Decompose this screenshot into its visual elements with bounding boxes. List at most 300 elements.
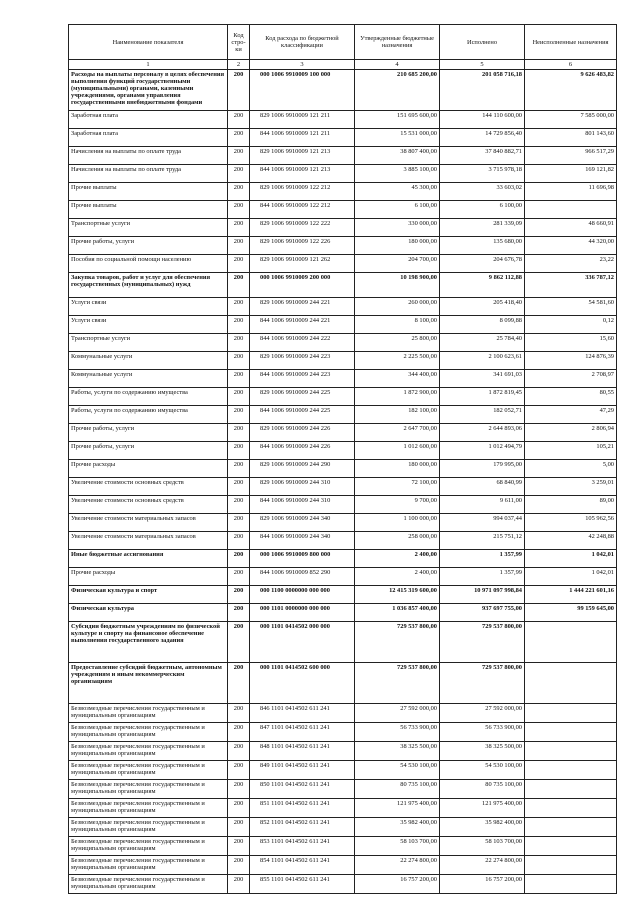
row-approved-amount: 80 735 100,00 (355, 780, 440, 799)
row-expense-code: 829 1006 9910009 121 211 (250, 111, 355, 129)
row-unexecuted-amount: 99 159 645,00 (525, 604, 617, 622)
row-executed-amount: 937 697 755,00 (440, 604, 525, 622)
row-line-code: 200 (228, 837, 250, 856)
row-line-code: 200 (228, 165, 250, 183)
row-unexecuted-amount: 5,00 (525, 460, 617, 478)
table-row (69, 183, 617, 201)
row-executed-amount: 1 012 494,79 (440, 442, 525, 460)
row-expense-code: 829 1006 9910009 121 262 (250, 255, 355, 273)
row-indicator-name: Безвозмездные перечисления государственным и муниципальным организациям (69, 742, 228, 761)
row-approved-amount: 180 000,00 (355, 237, 440, 255)
table-row (69, 424, 617, 442)
row-unexecuted-amount: 89,00 (525, 496, 617, 514)
row-line-code: 200 (228, 147, 250, 165)
row-line-code: 200 (228, 568, 250, 586)
row-indicator-name: Работы, услуги по содержанию имущества (69, 388, 228, 406)
row-expense-code: 829 1006 9910009 244 340 (250, 514, 355, 532)
row-indicator-name: Безвозмездные перечисления государственным и муниципальным организациям (69, 818, 228, 837)
row-expense-code: 829 1006 9910009 122 212 (250, 183, 355, 201)
row-approved-amount: 8 100,00 (355, 316, 440, 334)
table-row (69, 237, 617, 255)
row-line-code: 200 (228, 442, 250, 460)
row-expense-code: 844 1006 9910009 244 226 (250, 442, 355, 460)
row-line-code: 200 (228, 316, 250, 334)
row-executed-amount: 9 611,00 (440, 496, 525, 514)
row-unexecuted-amount (525, 799, 617, 818)
table-row (69, 316, 617, 334)
table-row (69, 406, 617, 424)
row-unexecuted-amount: 54 581,60 (525, 298, 617, 316)
row-line-code: 200 (228, 388, 250, 406)
row-expense-code: 000 1006 9910009 100 000 (250, 70, 355, 111)
row-line-code: 200 (228, 856, 250, 875)
row-approved-amount: 3 885 100,00 (355, 165, 440, 183)
row-approved-amount: 10 198 900,00 (355, 273, 440, 298)
row-executed-amount: 2 100 623,61 (440, 352, 525, 370)
table-row (69, 818, 617, 837)
row-unexecuted-amount: 124 876,39 (525, 352, 617, 370)
row-unexecuted-amount: 801 143,60 (525, 129, 617, 147)
row-line-code: 200 (228, 586, 250, 604)
row-indicator-name: Иные бюджетные ассигнования (69, 550, 228, 568)
row-approved-amount: 1 872 900,00 (355, 388, 440, 406)
row-executed-amount: 1 357,99 (440, 550, 525, 568)
table-row (69, 799, 617, 818)
row-executed-amount: 80 735 100,00 (440, 780, 525, 799)
row-expense-code: 000 1006 9910009 800 000 (250, 550, 355, 568)
row-executed-amount: 179 995,00 (440, 460, 525, 478)
row-executed-amount: 341 691,03 (440, 370, 525, 388)
row-unexecuted-amount (525, 818, 617, 837)
row-executed-amount: 1 357,99 (440, 568, 525, 586)
row-indicator-name: Прочие расходы (69, 568, 228, 586)
row-unexecuted-amount (525, 742, 617, 761)
row-indicator-name: Безвозмездные перечисления государственным и муниципальным организациям (69, 856, 228, 875)
row-line-code: 200 (228, 514, 250, 532)
row-unexecuted-amount: 105 962,56 (525, 514, 617, 532)
row-executed-amount: 729 537 800,00 (440, 663, 525, 704)
table-row (69, 219, 617, 237)
row-indicator-name: Коммунальные услуги (69, 352, 228, 370)
row-expense-code: 855 1101 0414502 611 241 (250, 875, 355, 894)
row-expense-code: 829 1006 9910009 244 226 (250, 424, 355, 442)
row-executed-amount: 38 325 500,00 (440, 742, 525, 761)
row-approved-amount: 1 036 857 400,00 (355, 604, 440, 622)
row-unexecuted-amount (525, 780, 617, 799)
row-line-code: 200 (228, 406, 250, 424)
row-unexecuted-amount: 1 042,01 (525, 550, 617, 568)
row-line-code: 200 (228, 70, 250, 111)
row-approved-amount: 27 592 000,00 (355, 704, 440, 723)
row-executed-amount: 37 840 882,71 (440, 147, 525, 165)
table-row (69, 442, 617, 460)
table-row (69, 147, 617, 165)
row-expense-code: 844 1006 9910009 852 290 (250, 568, 355, 586)
row-expense-code: 847 1101 0414502 611 241 (250, 723, 355, 742)
row-unexecuted-amount: 80,55 (525, 388, 617, 406)
row-expense-code: 829 1006 9910009 244 310 (250, 478, 355, 496)
header-expense-code: Код расхода по бюджетной классификации (250, 25, 355, 60)
row-unexecuted-amount: 47,29 (525, 406, 617, 424)
row-executed-amount: 9 862 112,88 (440, 273, 525, 298)
row-expense-code: 829 1006 9910009 121 213 (250, 147, 355, 165)
row-line-code: 200 (228, 742, 250, 761)
row-executed-amount: 56 733 900,00 (440, 723, 525, 742)
row-indicator-name: Прочие работы, услуги (69, 424, 228, 442)
row-unexecuted-amount: 1 042,01 (525, 568, 617, 586)
row-approved-amount: 1 100 000,00 (355, 514, 440, 532)
row-unexecuted-amount: 966 517,29 (525, 147, 617, 165)
row-line-code: 200 (228, 604, 250, 622)
table-row (69, 255, 617, 273)
row-unexecuted-amount (525, 622, 617, 663)
row-expense-code: 844 1006 9910009 244 222 (250, 334, 355, 352)
row-approved-amount: 344 400,00 (355, 370, 440, 388)
row-unexecuted-amount: 11 696,98 (525, 183, 617, 201)
row-expense-code: 829 1006 9910009 122 222 (250, 219, 355, 237)
row-approved-amount: 210 685 200,00 (355, 70, 440, 111)
row-line-code: 200 (228, 818, 250, 837)
row-expense-code: 844 1006 9910009 244 225 (250, 406, 355, 424)
row-expense-code: 844 1006 9910009 244 221 (250, 316, 355, 334)
row-approved-amount: 56 733 900,00 (355, 723, 440, 742)
table-row (69, 388, 617, 406)
row-indicator-name: Прочие расходы (69, 460, 228, 478)
row-expense-code: 844 1006 9910009 121 213 (250, 165, 355, 183)
row-executed-amount: 33 603,02 (440, 183, 525, 201)
row-executed-amount: 729 537 800,00 (440, 622, 525, 663)
row-unexecuted-amount: 169 121,82 (525, 165, 617, 183)
row-expense-code: 851 1101 0414502 611 241 (250, 799, 355, 818)
row-expense-code: 000 1101 0414502 600 000 (250, 663, 355, 704)
row-indicator-name: Пособия по социальной помощи населению (69, 255, 228, 273)
row-unexecuted-amount (525, 723, 617, 742)
row-indicator-name: Безвозмездные перечисления государственным и муниципальным организациям (69, 723, 228, 742)
row-line-code: 200 (228, 761, 250, 780)
table-row (69, 370, 617, 388)
row-approved-amount: 38 807 400,00 (355, 147, 440, 165)
row-executed-amount: 16 757 200,00 (440, 875, 525, 894)
row-expense-code: 829 1006 9910009 122 226 (250, 237, 355, 255)
row-executed-amount: 201 058 716,18 (440, 70, 525, 111)
column-number: 4 (355, 60, 440, 70)
row-line-code: 200 (228, 532, 250, 550)
row-approved-amount: 12 415 319 600,00 (355, 586, 440, 604)
row-expense-code: 850 1101 0414502 611 241 (250, 780, 355, 799)
row-unexecuted-amount: 7 585 000,00 (525, 111, 617, 129)
row-expense-code: 854 1101 0414502 611 241 (250, 856, 355, 875)
row-line-code: 200 (228, 550, 250, 568)
row-unexecuted-amount (525, 837, 617, 856)
row-approved-amount: 2 647 700,00 (355, 424, 440, 442)
header-line-code: Код стро-ки (228, 25, 250, 60)
row-expense-code: 844 1006 9910009 244 340 (250, 532, 355, 550)
row-approved-amount: 45 300,00 (355, 183, 440, 201)
row-unexecuted-amount (525, 875, 617, 894)
row-approved-amount: 729 537 800,00 (355, 622, 440, 663)
row-indicator-name: Физическая культура и спорт (69, 586, 228, 604)
row-indicator-name: Транспортные услуги (69, 219, 228, 237)
column-number: 1 (69, 60, 228, 70)
row-indicator-name: Заработная плата (69, 111, 228, 129)
row-executed-amount: 3 715 978,18 (440, 165, 525, 183)
row-line-code: 200 (228, 663, 250, 704)
row-indicator-name: Транспортные услуги (69, 334, 228, 352)
row-indicator-name: Безвозмездные перечисления государственным и муниципальным организациям (69, 837, 228, 856)
row-approved-amount: 204 700,00 (355, 255, 440, 273)
row-unexecuted-amount: 105,21 (525, 442, 617, 460)
row-executed-amount: 10 971 097 998,84 (440, 586, 525, 604)
row-approved-amount: 22 274 800,00 (355, 856, 440, 875)
row-unexecuted-amount: 1 444 221 601,16 (525, 586, 617, 604)
row-indicator-name: Безвозмездные перечисления государственным и муниципальным организациям (69, 780, 228, 799)
row-line-code: 200 (228, 219, 250, 237)
table-row (69, 568, 617, 586)
row-executed-amount: 204 676,78 (440, 255, 525, 273)
row-unexecuted-amount: 42 248,88 (525, 532, 617, 550)
row-unexecuted-amount: 0,12 (525, 316, 617, 334)
table-row (69, 129, 617, 147)
row-line-code: 200 (228, 496, 250, 514)
row-approved-amount: 180 000,00 (355, 460, 440, 478)
row-approved-amount: 2 400,00 (355, 550, 440, 568)
row-indicator-name: Увеличение стоимости материальных запасов (69, 532, 228, 550)
row-line-code: 200 (228, 334, 250, 352)
row-executed-amount: 144 110 600,00 (440, 111, 525, 129)
row-unexecuted-amount (525, 201, 617, 219)
row-indicator-name: Безвозмездные перечисления государственным и муниципальным организациям (69, 799, 228, 818)
table-row (69, 514, 617, 532)
row-unexecuted-amount: 336 787,12 (525, 273, 617, 298)
table-row (69, 780, 617, 799)
table-row (69, 334, 617, 352)
table-row (69, 550, 617, 568)
column-number: 2 (228, 60, 250, 70)
row-expense-code: 852 1101 0414502 611 241 (250, 818, 355, 837)
row-unexecuted-amount (525, 663, 617, 704)
row-executed-amount: 25 784,40 (440, 334, 525, 352)
row-expense-code: 844 1006 9910009 122 212 (250, 201, 355, 219)
row-approved-amount: 35 982 400,00 (355, 818, 440, 837)
budget-execution-table (68, 24, 617, 894)
row-line-code: 200 (228, 780, 250, 799)
row-expense-code: 000 1101 0000000 000 000 (250, 604, 355, 622)
table-row (69, 496, 617, 514)
row-expense-code: 846 1101 0414502 611 241 (250, 704, 355, 723)
table-row (69, 604, 617, 622)
row-approved-amount: 16 757 200,00 (355, 875, 440, 894)
row-indicator-name: Увеличение стоимости материальных запасов (69, 514, 228, 532)
row-indicator-name: Увеличение стоимости основных средств (69, 478, 228, 496)
row-indicator-name: Увеличение стоимости основных средств (69, 496, 228, 514)
table-row (69, 875, 617, 894)
table-row (69, 837, 617, 856)
table-row (69, 352, 617, 370)
report-sheet (68, 24, 616, 894)
row-expense-code: 000 1101 0414502 000 000 (250, 622, 355, 663)
row-line-code: 200 (228, 129, 250, 147)
row-executed-amount: 1 872 819,45 (440, 388, 525, 406)
table-row (69, 70, 617, 111)
row-line-code: 200 (228, 183, 250, 201)
row-line-code: 200 (228, 704, 250, 723)
row-approved-amount: 260 000,00 (355, 298, 440, 316)
row-approved-amount: 38 325 500,00 (355, 742, 440, 761)
row-unexecuted-amount: 48 660,91 (525, 219, 617, 237)
row-approved-amount: 2 225 500,00 (355, 352, 440, 370)
row-executed-amount: 27 592 000,00 (440, 704, 525, 723)
row-line-code: 200 (228, 424, 250, 442)
row-unexecuted-amount: 3 259,01 (525, 478, 617, 496)
column-number: 3 (250, 60, 355, 70)
row-indicator-name: Работы, услуги по содержанию имущества (69, 406, 228, 424)
row-line-code: 200 (228, 273, 250, 298)
column-number: 5 (440, 60, 525, 70)
row-unexecuted-amount: 2 708,97 (525, 370, 617, 388)
row-executed-amount: 182 052,71 (440, 406, 525, 424)
row-line-code: 200 (228, 875, 250, 894)
row-indicator-name: Заработная плата (69, 129, 228, 147)
row-approved-amount: 25 800,00 (355, 334, 440, 352)
table-row (69, 704, 617, 723)
row-indicator-name: Безвозмездные перечисления государственным и муниципальным организациям (69, 761, 228, 780)
row-executed-amount: 215 751,12 (440, 532, 525, 550)
table-row (69, 856, 617, 875)
row-executed-amount: 135 680,00 (440, 237, 525, 255)
column-number: 6 (525, 60, 617, 70)
row-executed-amount: 14 729 856,40 (440, 129, 525, 147)
row-approved-amount: 182 100,00 (355, 406, 440, 424)
row-unexecuted-amount (525, 704, 617, 723)
row-approved-amount: 258 000,00 (355, 532, 440, 550)
row-expense-code: 829 1006 9910009 244 223 (250, 352, 355, 370)
row-executed-amount: 54 530 100,00 (440, 761, 525, 780)
row-executed-amount: 35 982 400,00 (440, 818, 525, 837)
row-approved-amount: 58 103 700,00 (355, 837, 440, 856)
table-row (69, 663, 617, 704)
row-line-code: 200 (228, 237, 250, 255)
row-expense-code: 000 1100 0000000 000 000 (250, 586, 355, 604)
row-indicator-name: Начисления на выплаты по оплате труда (69, 147, 228, 165)
header-indicator-name: Наименование показателя (69, 25, 228, 60)
row-executed-amount: 8 099,88 (440, 316, 525, 334)
row-indicator-name: Прочие работы, услуги (69, 237, 228, 255)
row-approved-amount: 121 975 400,00 (355, 799, 440, 818)
table-row (69, 478, 617, 496)
column-number-row (69, 60, 617, 70)
table-row (69, 586, 617, 604)
row-expense-code: 848 1101 0414502 611 241 (250, 742, 355, 761)
row-line-code: 200 (228, 622, 250, 663)
row-indicator-name: Предоставление субсидий бюджетным, автономным учреждениям и иным некоммерческим организациям (69, 663, 228, 704)
table-row (69, 460, 617, 478)
row-unexecuted-amount (525, 856, 617, 875)
row-expense-code: 844 1006 9910009 244 310 (250, 496, 355, 514)
row-approved-amount: 330 000,00 (355, 219, 440, 237)
row-expense-code: 853 1101 0414502 611 241 (250, 837, 355, 856)
row-indicator-name: Прочие выплаты (69, 183, 228, 201)
table-row (69, 201, 617, 219)
row-unexecuted-amount: 44 320,00 (525, 237, 617, 255)
row-approved-amount: 151 695 600,00 (355, 111, 440, 129)
row-unexecuted-amount: 9 626 483,82 (525, 70, 617, 111)
row-line-code: 200 (228, 370, 250, 388)
row-executed-amount: 22 274 800,00 (440, 856, 525, 875)
row-indicator-name: Прочие работы, услуги (69, 442, 228, 460)
row-indicator-name: Безвозмездные перечисления государственным и муниципальным организациям (69, 875, 228, 894)
header-executed: Исполнено (440, 25, 525, 60)
row-unexecuted-amount: 15,60 (525, 334, 617, 352)
row-approved-amount: 6 100,00 (355, 201, 440, 219)
row-indicator-name: Безвозмездные перечисления государственным и муниципальным организациям (69, 704, 228, 723)
row-executed-amount: 6 100,00 (440, 201, 525, 219)
row-line-code: 200 (228, 799, 250, 818)
row-line-code: 200 (228, 111, 250, 129)
row-approved-amount: 2 400,00 (355, 568, 440, 586)
header-row (69, 25, 617, 60)
row-expense-code: 829 1006 9910009 244 225 (250, 388, 355, 406)
row-approved-amount: 729 537 800,00 (355, 663, 440, 704)
row-expense-code: 829 1006 9910009 244 290 (250, 460, 355, 478)
row-unexecuted-amount: 23,22 (525, 255, 617, 273)
row-line-code: 200 (228, 352, 250, 370)
row-indicator-name: Прочие выплаты (69, 201, 228, 219)
row-indicator-name: Услуги связи (69, 298, 228, 316)
row-approved-amount: 72 100,00 (355, 478, 440, 496)
header-unexecuted: Неисполненные назначения (525, 25, 617, 60)
header-approved: Утвержденные бюджетные назначения (355, 25, 440, 60)
row-line-code: 200 (228, 478, 250, 496)
row-indicator-name: Услуги связи (69, 316, 228, 334)
row-line-code: 200 (228, 201, 250, 219)
row-line-code: 200 (228, 255, 250, 273)
row-executed-amount: 2 644 893,06 (440, 424, 525, 442)
row-executed-amount: 121 975 400,00 (440, 799, 525, 818)
row-line-code: 200 (228, 298, 250, 316)
row-indicator-name: Закупка товаров, работ и услуг для обеспечения государственных (муниципальных) нужд (69, 273, 228, 298)
row-indicator-name: Начисления на выплаты по оплате труда (69, 165, 228, 183)
table-row (69, 532, 617, 550)
table-row (69, 761, 617, 780)
row-line-code: 200 (228, 460, 250, 478)
row-expense-code: 829 1006 9910009 244 221 (250, 298, 355, 316)
table-row (69, 298, 617, 316)
row-indicator-name: Субсидии бюджетным учреждениям по физической культуре и спорту на финансовое обеспечение выполнения государственного задания (69, 622, 228, 663)
row-line-code: 200 (228, 723, 250, 742)
row-expense-code: 849 1101 0414502 611 241 (250, 761, 355, 780)
table-row (69, 622, 617, 663)
row-executed-amount: 281 339,09 (440, 219, 525, 237)
row-expense-code: 844 1006 9910009 121 211 (250, 129, 355, 147)
row-executed-amount: 58 103 700,00 (440, 837, 525, 856)
row-expense-code: 000 1006 9910009 200 000 (250, 273, 355, 298)
row-indicator-name: Физическая культура (69, 604, 228, 622)
row-indicator-name: Расходы на выплаты персоналу в целях обеспечения выполнения функций государственными (муниципальными) органами, казенными учреждениями, органами управления государственными внебюджетными фондами (69, 70, 228, 111)
table-row (69, 165, 617, 183)
table-row (69, 273, 617, 298)
row-approved-amount: 15 531 000,00 (355, 129, 440, 147)
row-expense-code: 844 1006 9910009 244 223 (250, 370, 355, 388)
row-executed-amount: 994 037,44 (440, 514, 525, 532)
row-unexecuted-amount (525, 761, 617, 780)
table-row (69, 111, 617, 129)
row-unexecuted-amount: 2 806,94 (525, 424, 617, 442)
row-approved-amount: 1 012 600,00 (355, 442, 440, 460)
row-approved-amount: 54 530 100,00 (355, 761, 440, 780)
row-executed-amount: 205 418,40 (440, 298, 525, 316)
table-row (69, 723, 617, 742)
table-row (69, 742, 617, 761)
